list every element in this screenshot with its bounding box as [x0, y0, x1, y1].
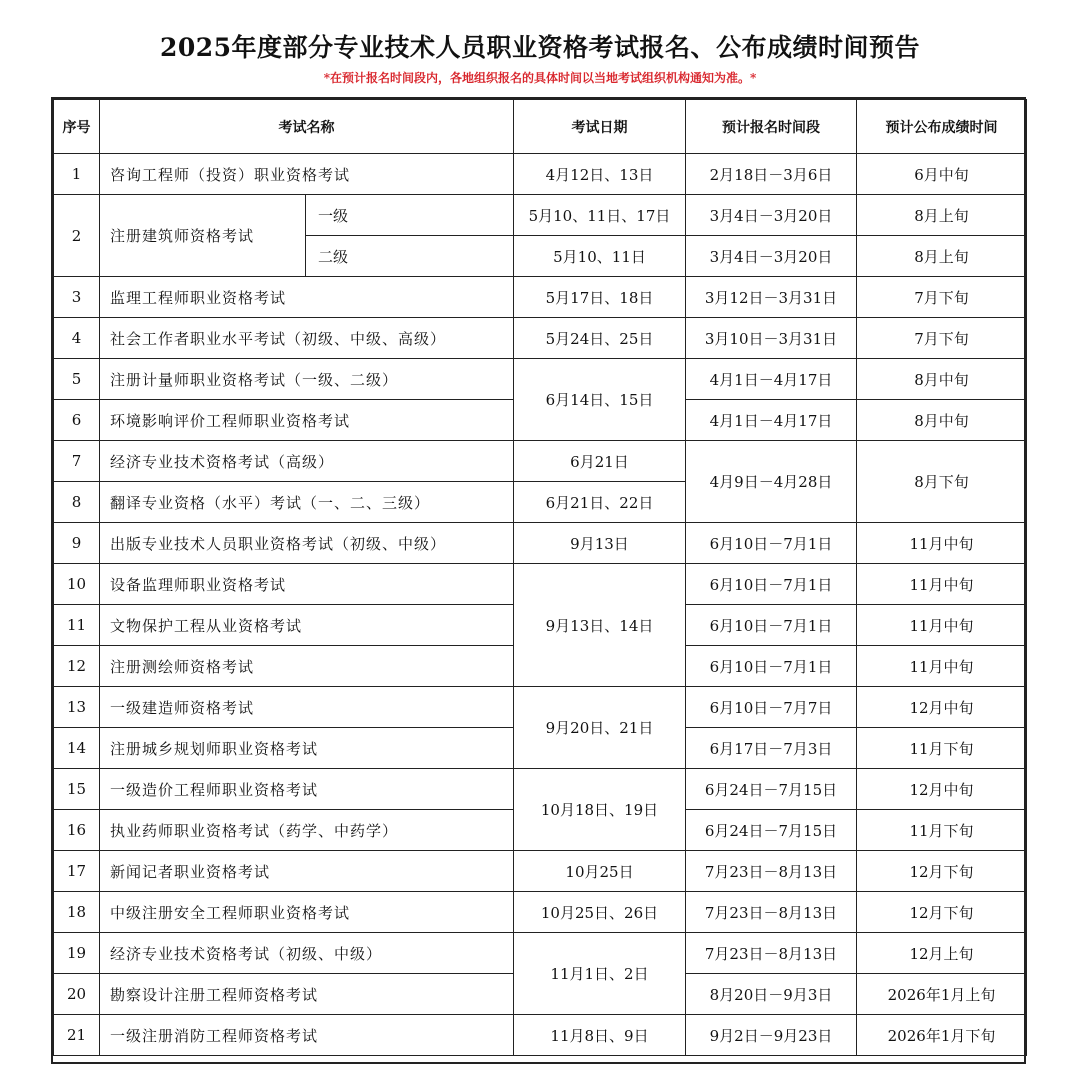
exam-name: 咨询工程师（投资）职业资格考试	[100, 154, 514, 195]
score-release: 12月中旬	[857, 769, 1027, 810]
header-name: 考试名称	[100, 100, 514, 154]
score-release: 12月下旬	[857, 851, 1027, 892]
score-release: 8月中旬	[857, 359, 1027, 400]
row-no: 17	[54, 851, 100, 892]
exam-date: 4月12日、13日	[514, 154, 686, 195]
row-no: 19	[54, 933, 100, 974]
row-no: 10	[54, 564, 100, 605]
score-release: 8月上旬	[857, 236, 1027, 277]
score-release: 8月中旬	[857, 400, 1027, 441]
exam-date: 10月18日、19日	[514, 769, 686, 851]
score-release: 11月下旬	[857, 728, 1027, 769]
row-no: 2	[54, 195, 100, 277]
row-no: 11	[54, 605, 100, 646]
table-row	[54, 1015, 1027, 1056]
registration-period: 6月24日－7月15日	[686, 810, 857, 851]
score-release: 7月下旬	[857, 318, 1027, 359]
table-row	[54, 933, 1027, 974]
table-row	[54, 154, 1027, 195]
exam-date: 10月25日、26日	[514, 892, 686, 933]
registration-period: 7月23日－8月13日	[686, 892, 857, 933]
registration-period: 3月12日－3月31日	[686, 277, 857, 318]
exam-date: 11月8日、9日	[514, 1015, 686, 1056]
table-row	[54, 195, 1027, 236]
exam-name: 中级注册安全工程师职业资格考试	[100, 892, 514, 933]
exam-name: 注册建筑师资格考试	[100, 195, 306, 277]
exam-name: 执业药师职业资格考试（药学、中药学）	[100, 810, 514, 851]
row-no: 6	[54, 400, 100, 441]
score-release: 11月中旬	[857, 564, 1027, 605]
exam-date: 10月25日	[514, 851, 686, 892]
exam-name: 社会工作者职业水平考试（初级、中级、高级）	[100, 318, 514, 359]
exam-schedule-table	[53, 99, 1027, 1056]
exam-name: 翻译专业资格（水平）考试（一、二、三级）	[100, 482, 514, 523]
exam-name: 环境影响评价工程师职业资格考试	[100, 400, 514, 441]
registration-period: 4月1日－4月17日	[686, 359, 857, 400]
exam-date: 9月13日、14日	[514, 564, 686, 687]
score-release: 11月中旬	[857, 646, 1027, 687]
exam-name: 一级注册消防工程师资格考试	[100, 1015, 514, 1056]
header-date: 考试日期	[514, 100, 686, 154]
score-release: 6月中旬	[857, 154, 1027, 195]
row-no: 5	[54, 359, 100, 400]
row-no: 20	[54, 974, 100, 1015]
registration-period: 7月23日－8月13日	[686, 933, 857, 974]
registration-period: 2月18日－3月6日	[686, 154, 857, 195]
row-no: 1	[54, 154, 100, 195]
row-no: 3	[54, 277, 100, 318]
row-no: 18	[54, 892, 100, 933]
exam-name: 一级建造师资格考试	[100, 687, 514, 728]
exam-date: 6月21日	[514, 441, 686, 482]
exam-date: 11月1日、2日	[514, 933, 686, 1015]
exam-date: 6月14日、15日	[514, 359, 686, 441]
exam-date: 9月20日、21日	[514, 687, 686, 769]
table-header-row	[54, 100, 1027, 154]
exam-name: 注册测绘师资格考试	[100, 646, 514, 687]
row-no: 15	[54, 769, 100, 810]
exam-name: 监理工程师职业资格考试	[100, 277, 514, 318]
exam-date: 9月13日	[514, 523, 686, 564]
registration-period: 6月24日－7月15日	[686, 769, 857, 810]
exam-name: 经济专业技术资格考试（高级）	[100, 441, 514, 482]
table-row	[54, 359, 1027, 400]
exam-name: 新闻记者职业资格考试	[100, 851, 514, 892]
registration-period: 4月9日－4月28日	[686, 441, 857, 523]
registration-period: 6月10日－7月1日	[686, 523, 857, 564]
exam-level: 二级	[306, 236, 514, 277]
table-row	[54, 277, 1027, 318]
table-row	[54, 318, 1027, 359]
exam-name: 出版专业技术人员职业资格考试（初级、中级）	[100, 523, 514, 564]
row-no: 14	[54, 728, 100, 769]
score-release: 11月下旬	[857, 810, 1027, 851]
page-title: 2025年度部分专业技术人员职业资格考试报名、公布成绩时间预告	[159, 33, 921, 62]
score-release: 11月中旬	[857, 523, 1027, 564]
score-release: 12月中旬	[857, 687, 1027, 728]
header-registration: 预计报名时间段	[686, 100, 857, 154]
registration-period: 7月23日－8月13日	[686, 851, 857, 892]
registration-period: 3月4日－3月20日	[686, 236, 857, 277]
exam-level: 一级	[306, 195, 514, 236]
exam-name: 一级造价工程师职业资格考试	[100, 769, 514, 810]
registration-period: 6月10日－7月7日	[686, 687, 857, 728]
exam-name: 设备监理师职业资格考试	[100, 564, 514, 605]
table-row	[54, 851, 1027, 892]
table-row	[54, 523, 1027, 564]
row-no: 12	[54, 646, 100, 687]
table-row	[54, 441, 1027, 482]
table-row	[54, 687, 1027, 728]
header-score: 预计公布成绩时间	[857, 100, 1027, 154]
row-no: 13	[54, 687, 100, 728]
row-no: 9	[54, 523, 100, 564]
registration-period: 6月10日－7月1日	[686, 605, 857, 646]
table-row	[54, 892, 1027, 933]
registration-note: *在预计报名时间段内，各地组织报名的具体时间以当地考试组织机构通知为准。*	[323, 71, 757, 85]
registration-period: 6月10日－7月1日	[686, 646, 857, 687]
score-release: 8月下旬	[857, 441, 1027, 523]
score-release: 8月上旬	[857, 195, 1027, 236]
registration-period: 9月2日－9月23日	[686, 1015, 857, 1056]
exam-name: 文物保护工程从业资格考试	[100, 605, 514, 646]
exam-date: 5月17日、18日	[514, 277, 686, 318]
score-release: 7月下旬	[857, 277, 1027, 318]
exam-name: 注册计量师职业资格考试（一级、二级）	[100, 359, 514, 400]
table-row	[54, 769, 1027, 810]
registration-period: 6月10日－7月1日	[686, 564, 857, 605]
registration-period: 4月1日－4月17日	[686, 400, 857, 441]
row-no: 7	[54, 441, 100, 482]
row-no: 21	[54, 1015, 100, 1056]
registration-period: 3月10日－3月31日	[686, 318, 857, 359]
header-no: 序号	[54, 100, 100, 154]
row-no: 4	[54, 318, 100, 359]
registration-period: 6月17日－7月3日	[686, 728, 857, 769]
exam-date: 5月24日、25日	[514, 318, 686, 359]
score-release: 11月中旬	[857, 605, 1027, 646]
score-release: 12月上旬	[857, 933, 1027, 974]
exam-name: 勘察设计注册工程师资格考试	[100, 974, 514, 1015]
exam-name: 经济专业技术资格考试（初级、中级）	[100, 933, 514, 974]
registration-period: 8月20日－9月3日	[686, 974, 857, 1015]
row-no: 8	[54, 482, 100, 523]
registration-period: 3月4日－3月20日	[686, 195, 857, 236]
exam-date: 5月10、11日	[514, 236, 686, 277]
table-row	[54, 564, 1027, 605]
exam-date: 6月21日、22日	[514, 482, 686, 523]
exam-date: 5月10、11日、17日	[514, 195, 686, 236]
score-release: 12月下旬	[857, 892, 1027, 933]
score-release: 2026年1月上旬	[857, 974, 1027, 1015]
row-no: 16	[54, 810, 100, 851]
score-release: 2026年1月下旬	[857, 1015, 1027, 1056]
exam-name: 注册城乡规划师职业资格考试	[100, 728, 514, 769]
